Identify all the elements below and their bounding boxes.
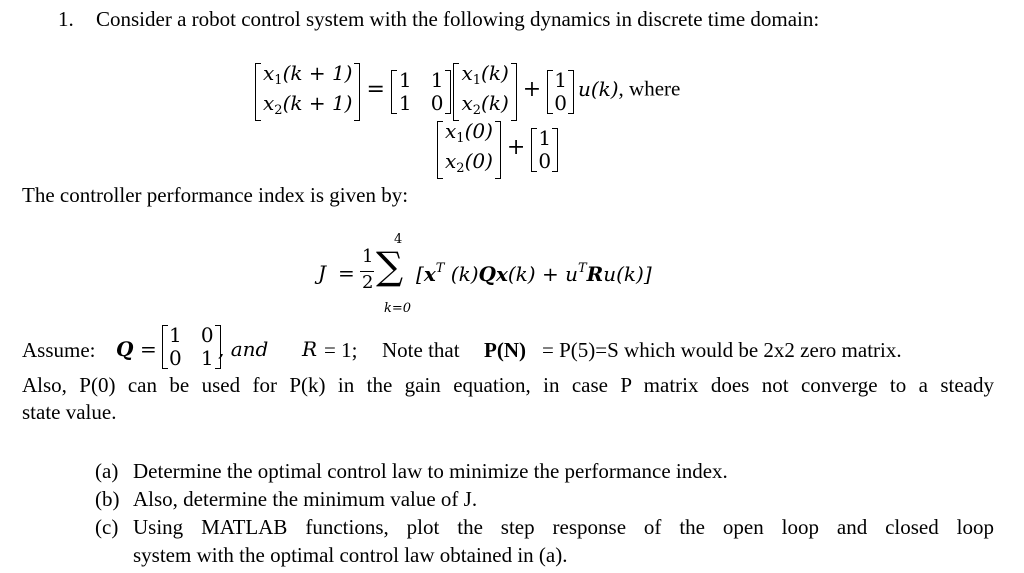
part-b-text: Also, determine the minimum value of J. [133,487,478,511]
A-matrix: 1 1 1 0 [391,69,452,115]
Q-label: Q [116,337,134,361]
part-c-label: (c) [95,515,119,539]
sum-lower: k=0 [384,301,412,316]
part-c-text: Using MATLAB functions, plot the step response of the open loop and closed loop [133,515,994,539]
Q-matrix: 1 0 0 1 [162,324,221,370]
assume-line: Assume: Q = 1 0 0 1 , and R = 1; Note that P(N) = P(5)=S which would be 2x2 zero matrix. [22,323,902,370]
index-lhs: J [318,261,327,285]
question-number: 1. [58,7,74,31]
B-matrix: 1 0 [547,69,574,115]
state-next-vector [255,62,360,122]
part-b-label: (b) [95,487,120,511]
part-a-label: (a) [95,459,119,483]
part-c-text-2: system with the optimal control law obtained in (a). [133,543,568,567]
part-a-text: Determine the optimal control law to minimize the performance index. [133,459,728,483]
initial-value-vector: 1 0 [531,127,558,173]
state-next-row-2: $x_2(k + 1)$ [263,91,353,118]
index-body: [$x^T$ $(k)Qx(k) + u^TRu(k)$] [416,261,652,286]
performance-intro: The controller performance index is given by: [22,183,409,207]
also-line-2: state value. [22,400,117,424]
also-line-1: Also, P(0) can be used for P(k) in the gain equation, in case P matrix does not converge to a steady [22,373,994,397]
sum-symbol: ∑ [376,244,404,288]
note-equation: = P(5)=S which would be 2x2 zero matrix. [542,338,902,362]
where-text: , where [618,76,681,101]
performance-index: J = 1 2 4 ∑ k=0 [$x^T$ $(k)Qx(k) + u^TRu(k)$] [318,232,652,316]
assume-label: Assume: [22,338,96,362]
initial-state-vector: $x_1(0)$ $x_2(0)$ [437,120,501,180]
question-intro: Consider a robot control system with the following dynamics in discrete time domain: [96,7,820,31]
dynamics-equation: $x_1(k + 1)$ $x_2(k + 1)$ = 1 1 1 0 $x_1(k)$ $x_2(k)$ + 1 0 u(k), where [255,62,680,122]
input-term: u(k) [577,76,619,101]
initial-condition: $x_1(0)$ $x_2(0)$ + 1 0 [437,120,558,180]
sum-upper: 4 [394,232,403,247]
state-next-row-1: $x_1(k + 1)$ [263,61,353,88]
state-vector: $x_1(k)$ $x_2(k)$ [453,62,516,122]
